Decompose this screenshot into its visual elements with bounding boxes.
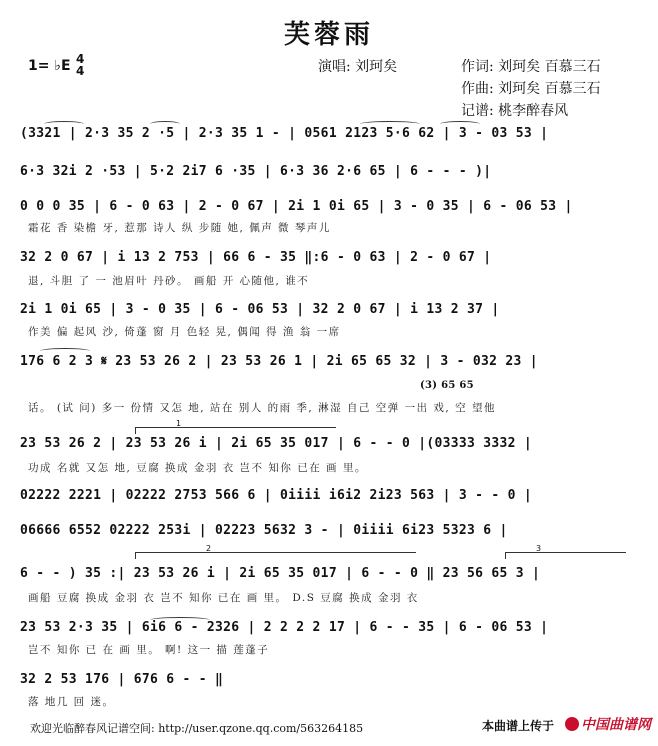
footer-upload-note: 本曲谱上传于 [482, 719, 555, 733]
score-line: (3321 | 2·3 35 2 ·5 | 2·3 35 1 - | 0561 2123 5·6 62 | 3 - 03 53 | [20, 126, 549, 141]
volta-2-label: 2 [206, 544, 212, 553]
meter-top: 4 [76, 52, 85, 66]
volta-1-label: 1 [176, 419, 182, 428]
score-line: 6·3 32i 2 ·53 | 5·2 2i7 6 ·35 | 6·3 36 2·6 65 | 6 - - - )| [20, 164, 492, 179]
alt-notes: (3) 65 65 [420, 380, 474, 391]
logo-icon [565, 717, 579, 731]
lyric-line: 霜花 香 染檐 牙, 惹那 诗人 纵 步随 她, 佩声 微 琴声儿 [28, 222, 331, 234]
score-line: 2i 1 0i 65 | 3 - 0 35 | 6 - 06 53 | 32 2 0 67 | i 13 2 37 | [20, 302, 500, 317]
logo-text: 中国曲谱网 [581, 717, 651, 733]
lyric-line: 退, 斗胆 了 一 池眉叶 丹砂。 画船 开 心随他, 谁不 [28, 275, 310, 287]
slur-mark [150, 617, 210, 623]
volta-3-label: 3 [536, 544, 542, 553]
slur-mark [44, 121, 84, 127]
meter-bottom: 4 [76, 64, 85, 78]
footer-website[interactable]: 欢迎光临醉春风记谱空间: http://user.qzone.qq.com/563264185 [30, 722, 364, 735]
score-line: 6 - - ) 35 :| 23 53 26 i | 2i 65 35 017 | 6 - - 0 ‖ 23 56 65 3 | [20, 566, 541, 581]
singer-credit: 演唱: 刘珂矣 [318, 59, 398, 75]
song-title: 芙蓉雨 [283, 20, 374, 50]
lyric-line: 岂不 知你 已 在 画 里。 啊! 这一 描 莲蓬子 [28, 644, 270, 656]
volta-bracket-1 [135, 419, 336, 434]
slur-mark [360, 121, 420, 127]
slur-mark [440, 121, 480, 127]
lyric-line: 话。 (试 问) 多一 份情 又怎 地, 站在 别人 的雨 季, 淋湿 自己 空弹 一出 戏, 空 望他 [28, 402, 496, 414]
lyric-line: 落 地几 回 迷。 [28, 696, 115, 708]
site-logo[interactable] [565, 714, 651, 734]
key-signature: 1= ♭E [28, 58, 71, 74]
score-line: 32 2 0 67 | i 13 2 753 | 66 6 - 35 ‖:6 - 0 63 | 2 - 0 67 | [20, 250, 492, 265]
lyric-line: 功成 名就 又怎 地, 豆腐 换成 金羽 衣 岂不 知你 已在 画 里。 [28, 462, 367, 474]
score-line: 32 2 53 176 | 676 6 - - ‖ [20, 672, 224, 687]
composer-credit: 作曲: 刘珂矣 百慕三石 [461, 81, 601, 97]
slur-mark [150, 121, 180, 127]
score-line: 06666 6552 02222 253i | 02223 5632 3 - | 0iiii 6i23 5323 6 | [20, 523, 508, 538]
volta-bracket-2 [135, 544, 416, 559]
score-line: 23 53 26 2 | 23 53 26 i | 2i 65 35 017 | 6 - - 0 |(03333 3332 | [20, 436, 532, 451]
time-signature [76, 53, 84, 77]
transcriber-credit: 记谱: 桃李醉春风 [461, 103, 569, 119]
slur-mark [40, 348, 90, 354]
lyric-line: 作美 偏 起风 沙, 倚蓬 窗 月 色轻 晃, 偶闻 得 渔 翁 一席 [28, 326, 341, 338]
score-line: 0 0 0 35 | 6 - 0 63 | 2 - 0 67 | 2i 1 0i 65 | 3 - 0 35 | 6 - 06 53 | [20, 199, 573, 214]
volta-bracket-3 [505, 544, 626, 559]
score-line: 176 6 2 3 𝄋 23 53 26 2 | 23 53 26 1 | 2i 65 65 32 | 3 - 032 23 | [20, 354, 538, 369]
score-line: 23 53 2·3 35 | 6i6 6 - 2326 | 2 2 2 2 17 | 6 - - 35 | 6 - 06 53 | [20, 620, 549, 635]
lyricist-credit: 作词: 刘珂矣 百慕三石 [461, 59, 601, 75]
score-line: 02222 2221 | 02222 2753 566 6 | 0iiii i6i2 2i23 563 | 3 - - 0 | [20, 488, 532, 503]
lyric-line: 画船 豆腐 换成 金羽 衣 岂不 知你 已在 画 里。 D.S 豆腐 换成 金羽 衣 [28, 592, 419, 604]
